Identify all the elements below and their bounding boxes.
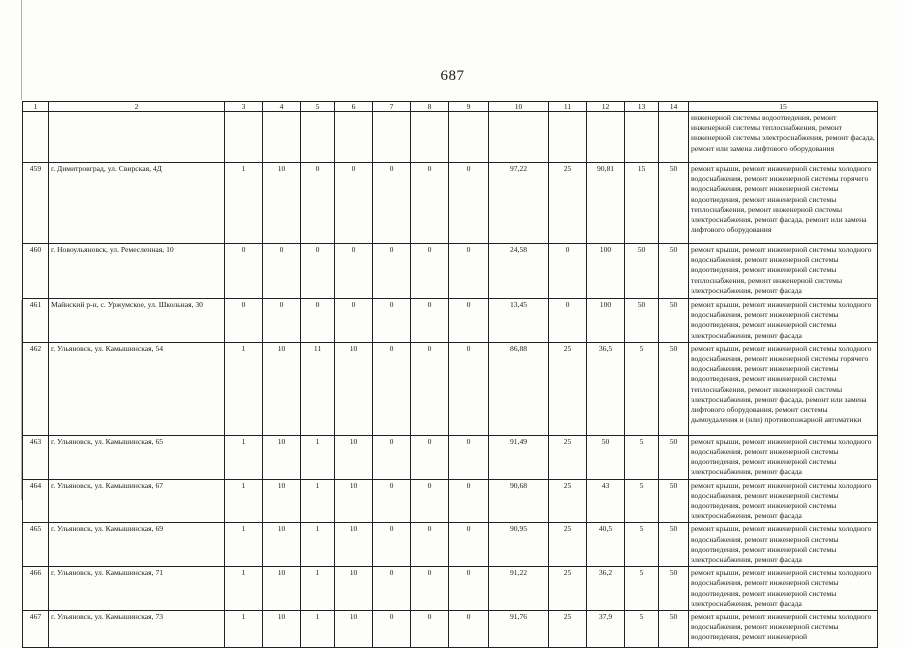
address-cell: Майнский р-н, с. Уржумское, ул. Школьная, 30 (49, 299, 225, 343)
continuation-row (23, 112, 878, 163)
value-cell: 0 (411, 523, 449, 567)
table-cell (449, 112, 489, 163)
value-cell: 0 (373, 523, 411, 567)
table-cell (659, 112, 689, 163)
value-cell: 86,88 (489, 342, 549, 435)
value-cell: 1 (225, 523, 263, 567)
value-cell: 0 (411, 435, 449, 479)
column-number-8: 8 (411, 102, 449, 112)
value-cell: 0 (373, 299, 411, 343)
value-cell: 10 (335, 567, 373, 611)
works-cell: ремонт крыши, ремонт инженерной системы холодного водоснабжения, ремонт инженерной системы водоотведения, ремонт инженерной (689, 611, 878, 648)
row-number-cell: 466 (23, 567, 49, 611)
value-cell: 50 (659, 567, 689, 611)
value-cell: 50 (659, 435, 689, 479)
table-cell (625, 112, 659, 163)
column-number-12: 12 (587, 102, 625, 112)
value-cell: 0 (301, 299, 335, 343)
row-number-cell: 459 (23, 163, 49, 244)
value-cell: 10 (335, 479, 373, 523)
value-cell: 0 (263, 299, 301, 343)
value-cell: 100 (587, 244, 625, 299)
value-cell: 1 (225, 479, 263, 523)
value-cell: 0 (411, 299, 449, 343)
table-cell (225, 112, 263, 163)
works-cell: ремонт крыши, ремонт инженерной системы холодного водоснабжения, ремонт инженерной системы водоотведения, ремонт инженерной системы электроснабжения, ремонт фасада (689, 567, 878, 611)
row-number-cell: 465 (23, 523, 49, 567)
value-cell: 36,5 (587, 342, 625, 435)
table-body (23, 102, 878, 648)
value-cell: 1 (225, 611, 263, 648)
column-number-9: 9 (449, 102, 489, 112)
table-row (23, 163, 878, 244)
value-cell: 97,22 (489, 163, 549, 244)
address-cell: г. Димитровград, ул. Свирская, 4Д (49, 163, 225, 244)
value-cell: 37,9 (587, 611, 625, 648)
value-cell: 1 (301, 567, 335, 611)
value-cell: 50 (659, 163, 689, 244)
address-cell: г. Ульяновск, ул. Камышинская, 71 (49, 567, 225, 611)
value-cell: 25 (549, 163, 587, 244)
table-row (23, 523, 878, 567)
table-cell (373, 112, 411, 163)
row-number-cell: 467 (23, 611, 49, 648)
value-cell: 91,49 (489, 435, 549, 479)
value-cell: 5 (625, 435, 659, 479)
table-row (23, 611, 878, 648)
works-cell: ремонт крыши, ремонт инженерной системы холодного водоснабжения, ремонт инженерной системы водоотведения, ремонт инженерной системы электроснабжения, ремонт фасада (689, 299, 878, 343)
value-cell: 1 (225, 342, 263, 435)
value-cell: 0 (373, 479, 411, 523)
register-table (22, 101, 878, 648)
table-cell (49, 112, 225, 163)
works-cell: ремонт крыши, ремонт инженерной системы холодного водоснабжения, ремонт инженерной системы водоотведения, ремонт инженерной системы электроснабжения, ремонт фасада (689, 523, 878, 567)
value-cell: 0 (449, 435, 489, 479)
address-cell: г. Ульяновск, ул. Камышинская, 69 (49, 523, 225, 567)
value-cell: 0 (449, 244, 489, 299)
value-cell: 13,45 (489, 299, 549, 343)
value-cell: 0 (411, 479, 449, 523)
value-cell: 91,22 (489, 567, 549, 611)
value-cell: 50 (659, 299, 689, 343)
table-cell (301, 112, 335, 163)
value-cell: 0 (411, 342, 449, 435)
value-cell: 1 (301, 479, 335, 523)
address-cell: г. Ульяновск, ул. Камышинская, 67 (49, 479, 225, 523)
table-row (23, 299, 878, 343)
value-cell: 10 (263, 479, 301, 523)
table-cell (335, 112, 373, 163)
table-cell (411, 112, 449, 163)
table-row (23, 567, 878, 611)
value-cell: 10 (335, 611, 373, 648)
value-cell: 0 (449, 299, 489, 343)
value-cell: 10 (263, 163, 301, 244)
address-cell: г. Ульяновск, ул. Камышинская, 73 (49, 611, 225, 648)
value-cell: 90,95 (489, 523, 549, 567)
value-cell: 90,81 (587, 163, 625, 244)
value-cell: 10 (263, 567, 301, 611)
value-cell: 50 (625, 244, 659, 299)
value-cell: 10 (335, 523, 373, 567)
value-cell: 10 (263, 435, 301, 479)
value-cell: 1 (301, 611, 335, 648)
row-number-cell: 462 (23, 342, 49, 435)
value-cell: 90,68 (489, 479, 549, 523)
table-row (23, 244, 878, 299)
value-cell: 0 (225, 244, 263, 299)
value-cell: 0 (449, 479, 489, 523)
value-cell: 11 (301, 342, 335, 435)
value-cell: 0 (373, 244, 411, 299)
value-cell: 10 (335, 435, 373, 479)
value-cell: 10 (263, 611, 301, 648)
column-number-4: 4 (263, 102, 301, 112)
row-number-cell: 460 (23, 244, 49, 299)
table-cell (489, 112, 549, 163)
column-number-10: 10 (489, 102, 549, 112)
row-number-cell: 461 (23, 299, 49, 343)
value-cell: 43 (587, 479, 625, 523)
value-cell: 0 (449, 342, 489, 435)
value-cell: 0 (449, 611, 489, 648)
value-cell: 50 (587, 435, 625, 479)
column-number-5: 5 (301, 102, 335, 112)
value-cell: 25 (549, 479, 587, 523)
value-cell: 100 (587, 299, 625, 343)
value-cell: 0 (373, 611, 411, 648)
value-cell: 0 (411, 567, 449, 611)
value-cell: 0 (411, 163, 449, 244)
value-cell: 0 (449, 523, 489, 567)
address-cell: г. Ульяновск, ул. Камышинская, 65 (49, 435, 225, 479)
value-cell: 15 (625, 163, 659, 244)
address-cell: г. Ульяновск, ул. Камышинская, 54 (49, 342, 225, 435)
column-number-15: 15 (689, 102, 878, 112)
column-number-7: 7 (373, 102, 411, 112)
table-cell (263, 112, 301, 163)
value-cell: 5 (625, 567, 659, 611)
works-cell: ремонт крыши, ремонт инженерной системы холодного водоснабжения, ремонт инженерной системы горячего водоснабжения, ремонт инженерной системы водоотведения, ремонт инженерной системы теплоснабжения, ремонт инженерной системы электроснабжения, ремонт фасада, ремонт или замена лифтового оборудования, ремонт системы дымоудаления и (или) противопожарной автоматики (689, 342, 878, 435)
value-cell: 0 (549, 244, 587, 299)
table-cell (587, 112, 625, 163)
value-cell: 0 (301, 244, 335, 299)
value-cell: 0 (373, 435, 411, 479)
table-row (23, 342, 878, 435)
value-cell: 0 (411, 611, 449, 648)
address-cell: г. Новоульяновск, ул. Ремесленная, 10 (49, 244, 225, 299)
value-cell: 10 (263, 342, 301, 435)
column-number-1: 1 (23, 102, 49, 112)
column-number-row (23, 102, 878, 112)
value-cell: 5 (625, 523, 659, 567)
value-cell: 25 (549, 435, 587, 479)
value-cell: 0 (411, 244, 449, 299)
column-number-6: 6 (335, 102, 373, 112)
works-cell: ремонт крыши, ремонт инженерной системы холодного водоснабжения, ремонт инженерной системы водоотведения, ремонт инженерной системы электроснабжения, ремонт фасада (689, 479, 878, 523)
works-cell: ремонт крыши, ремонт инженерной системы холодного водоснабжения, ремонт инженерной системы водоотведения, ремонт инженерной системы электроснабжения, ремонт фасада (689, 435, 878, 479)
row-number-cell: 464 (23, 479, 49, 523)
value-cell: 5 (625, 611, 659, 648)
column-number-2: 2 (49, 102, 225, 112)
value-cell: 24,58 (489, 244, 549, 299)
value-cell: 1 (301, 523, 335, 567)
value-cell: 10 (335, 342, 373, 435)
value-cell: 25 (549, 342, 587, 435)
works-cell: ремонт крыши, ремонт инженерной системы холодного водоснабжения, ремонт инженерной системы водоотведения, ремонт инженерной системы теплоснабжения, ремонт инженерной системы электроснабжения, ремонт фасада (689, 244, 878, 299)
value-cell: 5 (625, 342, 659, 435)
value-cell: 0 (373, 342, 411, 435)
value-cell: 50 (659, 342, 689, 435)
value-cell: 0 (549, 299, 587, 343)
value-cell: 91,76 (489, 611, 549, 648)
column-number-11: 11 (549, 102, 587, 112)
page-number: 687 (440, 68, 465, 84)
value-cell: 5 (625, 479, 659, 523)
value-cell: 50 (659, 611, 689, 648)
page-edge-mark (21, 0, 22, 100)
column-number-13: 13 (625, 102, 659, 112)
value-cell: 25 (549, 567, 587, 611)
value-cell: 0 (335, 163, 373, 244)
value-cell: 36,2 (587, 567, 625, 611)
column-number-3: 3 (225, 102, 263, 112)
works-cell: инженерной системы водоотведения, ремонт инженерной системы теплоснабжения, ремонт инженерной системы электроснабжения, ремонт фасада, ремонт или замена лифтового оборудования (689, 112, 878, 163)
value-cell: 40,5 (587, 523, 625, 567)
value-cell: 1 (225, 567, 263, 611)
value-cell: 50 (625, 299, 659, 343)
works-cell: ремонт крыши, ремонт инженерной системы холодного водоснабжения, ремонт инженерной системы горячего водоснабжения, ремонт инженерной системы водоотведения, ремонт инженерной системы теплоснабжения, ремонт инженерной системы электроснабжения, ремонт фасада, ремонт или замена лифтового оборудования (689, 163, 878, 244)
value-cell: 0 (225, 299, 263, 343)
table-cell (549, 112, 587, 163)
table-row (23, 479, 878, 523)
value-cell: 0 (449, 567, 489, 611)
value-cell: 1 (225, 163, 263, 244)
table-row (23, 435, 878, 479)
value-cell: 0 (301, 163, 335, 244)
row-number-cell: 463 (23, 435, 49, 479)
value-cell: 25 (549, 523, 587, 567)
value-cell: 0 (373, 163, 411, 244)
value-cell: 50 (659, 479, 689, 523)
value-cell: 25 (549, 611, 587, 648)
value-cell: 1 (225, 435, 263, 479)
value-cell: 0 (373, 567, 411, 611)
table-cell (23, 112, 49, 163)
value-cell: 0 (335, 244, 373, 299)
value-cell: 50 (659, 244, 689, 299)
value-cell: 50 (659, 523, 689, 567)
value-cell: 0 (263, 244, 301, 299)
value-cell: 0 (449, 163, 489, 244)
column-number-14: 14 (659, 102, 689, 112)
value-cell: 10 (263, 523, 301, 567)
value-cell: 0 (335, 299, 373, 343)
value-cell: 1 (301, 435, 335, 479)
